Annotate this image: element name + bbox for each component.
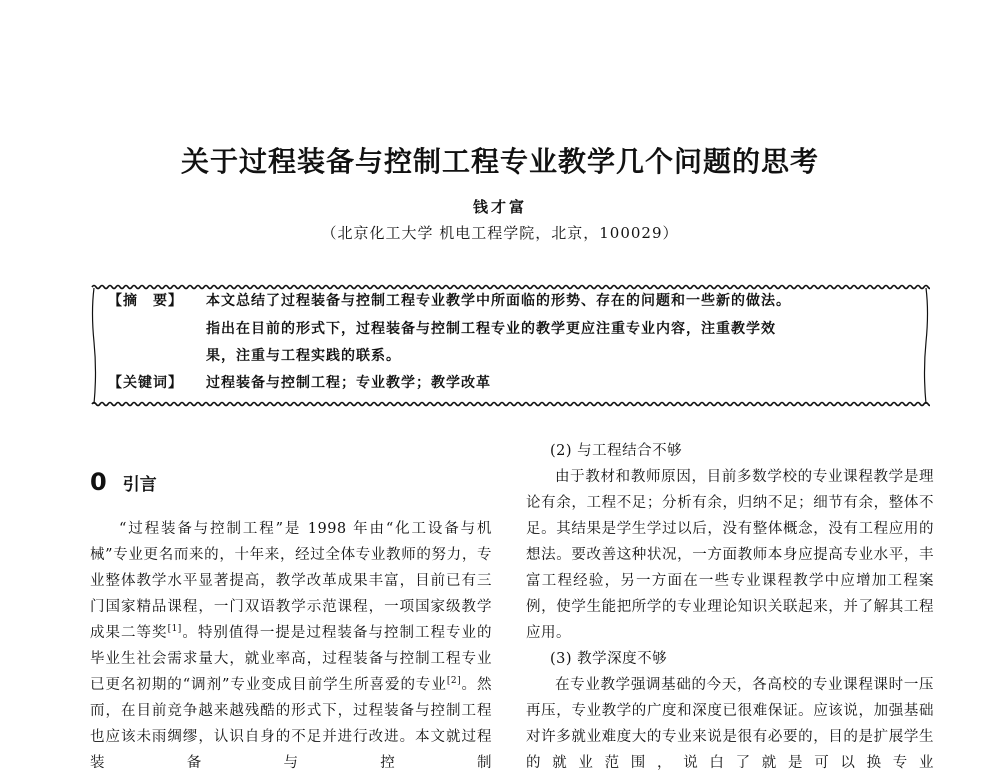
abstract-line-3: 果，注重与工程实践的联系。 — [206, 348, 401, 364]
abstract-line-2: 指出在目前的形式下，过程装备与控制工程专业的教学更应注重专业内容，注重教学效 — [206, 321, 776, 337]
abstract-label: 【摘 要】 — [108, 293, 183, 309]
intro-text-1: “过程装备与控制工程”是 1998 年由“化工设备与机械”专业更名而来的，十年来，经过全体专业教师的努力，专业整体教学水平显著提高，教学改革成果丰富，目前已有三门国家精品课程，一门双语教学示范课程，一项国家级教学成果二等奖 — [90, 521, 492, 641]
keywords-label: 【关键词】 — [108, 375, 183, 391]
paragraph-2: 由于教材和教师原因，目前多数学校的专业课程教学是理论有余，工程不足；分析有余，归纳不足；细节有余，整体不足。其结果是学生学过以后，没有整体概念，没有工程应用的想法。要改善这种状况，一方面教师本身应提高专业水平，丰富工程经验，另一方面在一些专业课程教学中应增加工程案例，使学生能把所学的专业理论知识关联起来，并了解其工程应用。 — [526, 469, 934, 641]
section-number: 0 — [90, 468, 107, 496]
subheading-2: (2) 与工程结合不够 — [550, 443, 683, 459]
left-column — [90, 516, 492, 776]
keywords-text: 过程装备与控制工程；专业教学；教学改革 — [206, 375, 491, 391]
author-affiliation: （北京化工大学 机电工程学院，北京，100029） — [321, 224, 679, 242]
section-heading — [90, 468, 157, 496]
citation-1: [1] — [167, 624, 182, 635]
right-column — [526, 438, 934, 776]
paper-title: 关于过程装备与控制工程专业教学几个问题的思考 — [180, 145, 819, 178]
abstract-box — [90, 282, 930, 410]
author-name: 钱才富 — [472, 198, 527, 216]
paragraph-3: 在专业教学强调基础的今天，各高校的专业课程课时一压再压，专业教学的广度和深度已很难保证。应该说，加强基础对许多就业难度大的专业来说是很有必要的，目的是扩展学生的就业范围，说白了就是可以换专业 — [526, 677, 934, 771]
subheading-3: (3) 教学深度不够 — [550, 651, 668, 667]
intro-text-2: 。特别值得一提是过程装备与控制工程专业的毕业生社会需求量大，就业率高，过程装备与控制工程专业已更名初期的“调剂”专业变成目前学生所喜爱的专业 — [90, 625, 493, 693]
citation-2: [2] — [446, 676, 462, 687]
intro-text-3: 。然而，在目前竞争越来越残酷的形式下，过程装备与控制工程也应该未雨绸缪，认识自身的不足并进行改进。本文就过程装备与控制 — [90, 677, 493, 771]
intro-paragraph — [90, 516, 492, 776]
abstract-line-1: 本文总结了过程装备与控制工程专业教学中所面临的形势、存在的问题和一些新的做法。 — [206, 293, 791, 309]
section-title: 引言 — [122, 475, 157, 495]
